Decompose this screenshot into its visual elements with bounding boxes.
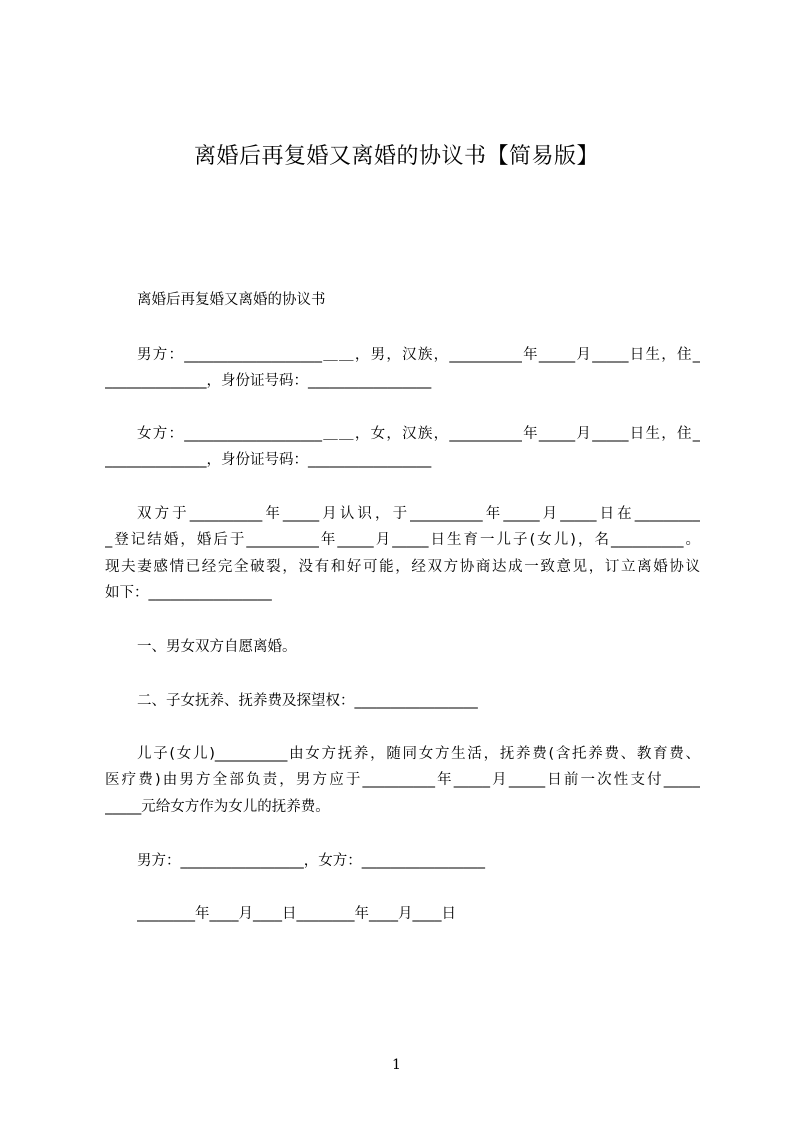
marriage-history-line-3: 现夫妻感情已经完全破裂，没有和好可能，经双方协商达成一致意见，订立离婚协议 [105, 559, 700, 575]
clause-two-heading: 二、子女抚养、抚养费及探望权：_________________ [137, 693, 478, 709]
page-number: 1 [392, 1057, 401, 1073]
wife-info-line: 女方：___________________＿＿，女，汉族，__________年_____月_____日生，住_ [137, 426, 700, 442]
child-custody-line-3: _____元给女方作为女儿的抚养费。 [105, 799, 330, 815]
agreement-subtitle: 离婚后再复婚又离婚的协议书 [137, 292, 326, 308]
child-custody-line-1: 儿子(女儿)__________由女方抚养，随同女方生活，抚养费(含托养费、教育费、 [137, 746, 700, 762]
document-title: 离婚后再复婚又离婚的协议书【简易版】 [193, 144, 599, 169]
husband-info-line: 男方：___________________＿＿，男，汉族，__________年_____月_____日生，住_ [137, 347, 700, 363]
clause-one: 一、男女双方自愿离婚。 [137, 639, 297, 655]
signature-line: 男方：_________________，女方：_________________ [137, 853, 485, 869]
wife-id-line: ______________，身份证号码：_________________ [105, 452, 432, 468]
marriage-history-line-2: _登记结婚，婚后于__________年_____月_____日生育一儿子(女儿)，名__________。 [105, 532, 700, 548]
marriage-history-line-4: 如下：_________________ [105, 585, 272, 601]
date-line: ________年____月____日________年____月____日 [137, 906, 456, 922]
child-custody-line-2: 医疗费)由男方全部负责，男方应于__________年_____月_____日前一次性支付_____ [105, 772, 700, 788]
husband-id-line: ______________，身份证号码：_________________ [105, 373, 432, 389]
marriage-history-line-1: 双方于__________年_____月认识，于__________年_____月_____日在_________ [137, 506, 700, 522]
